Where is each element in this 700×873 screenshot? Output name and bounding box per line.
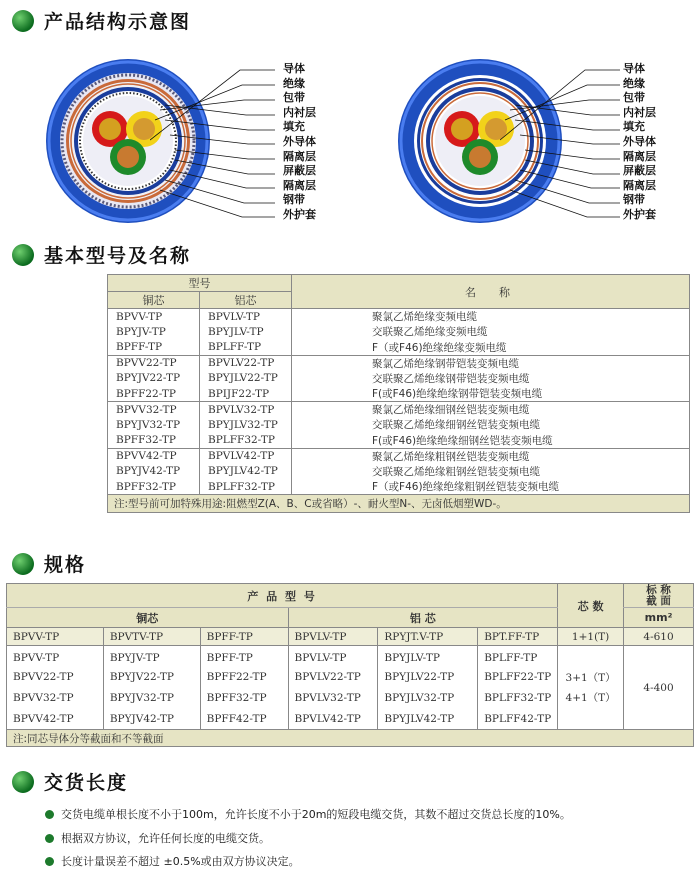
delivery-text: 长度计量误差不超过 ±0.5%或由双方协议决定。	[61, 855, 300, 868]
label: 隔离层	[283, 178, 316, 192]
table-row	[108, 355, 690, 371]
cell: BPYJLV-TP	[378, 646, 478, 667]
label: 内衬层	[623, 105, 656, 119]
section-title: 产品结构示意图	[44, 11, 192, 33]
delivery-text: 根据双方协议，允许任何长度的电缆交货。	[61, 832, 270, 845]
table-row	[108, 340, 690, 356]
cell-cu: BPFF-TP	[108, 340, 200, 356]
cell-cu: BPYJV22-TP	[108, 371, 200, 387]
cell-al: BPYJLV22-TP	[200, 371, 292, 387]
table-note: 注:型号前可加特殊用途:阻燃型Z(A、B、C或省略）-、耐火型N-、无卤低烟塑WD-。	[108, 495, 690, 513]
section-title: 基本型号及名称	[44, 245, 192, 267]
cell-name: 聚氯乙烯绝缘变频电缆	[292, 309, 690, 325]
cell: RPYJT.V-TP	[378, 628, 478, 646]
cell-cu: BPVV22-TP	[108, 355, 200, 371]
cell: BPT.FF-TP	[478, 628, 558, 646]
label: 填充	[283, 120, 305, 134]
table-row	[108, 479, 690, 495]
cell: BPVV-TP	[7, 628, 104, 646]
cell: BPYJV42-TP	[103, 709, 200, 730]
cell-name: 聚氯乙烯绝缘粗钢丝铠装变频电缆	[292, 448, 690, 464]
cell-cu: BPFF32-TP	[108, 433, 200, 449]
cell-al: BPYJLV32-TP	[200, 417, 292, 433]
leader-lines-left	[150, 60, 280, 220]
cell: BPVTV-TP	[103, 628, 200, 646]
cell-name: 交联聚乙烯绝缘粗钢丝铠装变频电缆	[292, 464, 690, 480]
cell-cores	[558, 646, 624, 730]
cell-name: F（或F46)绝缘绝缘变频电缆	[292, 340, 690, 356]
table-row	[108, 371, 690, 387]
header-unit: mm²	[624, 608, 694, 628]
cell: BPLFF42-TP	[478, 709, 558, 730]
cell: BPVLV-TP	[288, 646, 378, 667]
label: 绝缘	[623, 76, 645, 90]
cell-name: F（或F46)绝缘绝缘粗钢丝铠装变频电缆	[292, 479, 690, 495]
label: 导体	[623, 62, 645, 75]
cell-al: BPLFF32-TP	[200, 479, 292, 495]
structure-labels-left	[283, 62, 316, 223]
table-note: 注:同芯导体分等截面和不等截面	[7, 730, 694, 747]
cell-cu: BPYJV32-TP	[108, 417, 200, 433]
header-cores: 芯 数	[558, 584, 624, 628]
cell: BPLFF22-TP	[478, 667, 558, 688]
bullet-icon	[45, 810, 54, 819]
label: 外护套	[283, 207, 316, 221]
cell: BPYJV-TP	[103, 646, 200, 667]
label: 隔离层	[623, 178, 656, 192]
label: 绝缘	[283, 76, 305, 90]
label: 外护套	[623, 207, 656, 221]
header-cu: 铜芯	[7, 608, 289, 628]
cell: BPVV-TP	[7, 646, 104, 667]
header-al: 铝芯	[200, 292, 292, 309]
cell-al: BPVLV-TP	[200, 309, 292, 325]
label: 外导体	[623, 134, 656, 148]
leader-lines-right	[500, 60, 625, 220]
cell: BPFF-TP	[200, 628, 288, 646]
table-row	[108, 324, 690, 340]
delivery-text: 交货电缆单根长度不小于100m，允许长度不小于20m的短段电缆交货，其数不超过交货总长度的10%。	[61, 808, 571, 821]
section-specs-header	[12, 550, 86, 577]
section-title: 规格	[44, 554, 87, 576]
cell: BPFF22-TP	[200, 667, 288, 688]
table-row	[108, 433, 690, 449]
section-bullet-icon	[12, 244, 34, 266]
cell: BPVV22-TP	[13, 671, 74, 683]
cell-section: 4-400	[624, 646, 694, 730]
cell-cu: BPVV42-TP	[108, 448, 200, 464]
label: 钢带	[283, 193, 305, 207]
cell-al: BPYJLV-TP	[200, 324, 292, 340]
cell-section: 4-610	[624, 628, 694, 646]
bullet-icon	[45, 834, 54, 843]
table-row	[108, 386, 690, 402]
label: 隔离层	[623, 149, 656, 163]
cell-name: 聚氯乙烯绝缘钢带铠装变频电缆	[292, 355, 690, 371]
cell: BPYJLV22-TP	[378, 667, 478, 688]
cell-al: BPYJLV42-TP	[200, 464, 292, 480]
cell-name: 聚氯乙烯绝缘细钢丝铠装变频电缆	[292, 402, 690, 418]
delivery-item	[45, 853, 300, 869]
structure-labels-right	[623, 62, 656, 223]
section-bullet-icon	[12, 553, 34, 575]
section-bullet-icon	[12, 771, 34, 793]
spec-table	[6, 583, 694, 747]
cell: BPVLV22-TP	[288, 667, 378, 688]
label: 屏蔽层	[283, 164, 316, 178]
label: 填充	[623, 120, 645, 134]
table-row	[108, 402, 690, 418]
cell-al: BPVLV42-TP	[200, 448, 292, 464]
cell-cu: BPYJV-TP	[108, 324, 200, 340]
section-delivery-header	[12, 768, 128, 795]
cell: BPYJLV42-TP	[378, 709, 478, 730]
header-section-line: 标 称	[646, 583, 671, 596]
cell-cores: 1+1(T)	[558, 628, 624, 646]
cell-cu: BPVV-TP	[108, 309, 200, 325]
header-name: 名 称	[292, 275, 690, 309]
table-row	[108, 309, 690, 325]
cell: BPYJLV32-TP	[378, 688, 478, 709]
delivery-item	[45, 806, 571, 822]
label: 内衬层	[283, 105, 316, 119]
header-section-line: 截 面	[646, 594, 671, 607]
cell: BPYJV22-TP	[103, 667, 200, 688]
cell-name: 交联聚乙烯绝缘变频电缆	[292, 324, 690, 340]
header-cu: 铜芯	[108, 292, 200, 309]
header-model: 产 品 型 号	[7, 584, 558, 608]
cell: BPFF-TP	[200, 646, 288, 667]
table-row	[108, 464, 690, 480]
cell-al: BPLFF32-TP	[200, 433, 292, 449]
cell-name: 交联聚乙烯绝缘钢带铠装变频电缆	[292, 371, 690, 387]
model-table	[107, 274, 690, 513]
table-row	[108, 417, 690, 433]
cell: BPVV42-TP	[13, 712, 74, 725]
cell: BPVV32-TP	[13, 692, 74, 704]
cell: BPLFF32-TP	[478, 688, 558, 709]
header-model: 型号	[108, 275, 292, 292]
section-title: 交货长度	[44, 772, 129, 794]
cell-al: BPIJF22-TP	[200, 386, 292, 402]
cell: BPYJV32-TP	[103, 688, 200, 709]
cell-cu: BPVV32-TP	[108, 402, 200, 418]
cell-al: BPVLV32-TP	[200, 402, 292, 418]
cell: BPFF32-TP	[200, 688, 288, 709]
cell: BPVLV-TP	[288, 628, 378, 646]
cell-cu: BPFF22-TP	[108, 386, 200, 402]
label: 外导体	[283, 134, 316, 148]
section-bullet-icon	[12, 10, 34, 32]
table-row	[7, 646, 694, 667]
label: 钢带	[623, 193, 645, 207]
cell: BPLFF-TP	[478, 646, 558, 667]
cell-cu: BPFF32-TP	[108, 479, 200, 495]
cores-value: 4+1（T）	[565, 691, 616, 704]
cell-cu: BPYJV42-TP	[108, 464, 200, 480]
label: 隔离层	[283, 149, 316, 163]
cell: BPFF42-TP	[200, 709, 288, 730]
header-section	[624, 584, 694, 608]
cell-name: F(或F46)绝缘绝缘钢带铠装变频电缆	[292, 386, 690, 402]
cell-name: 交联聚乙烯绝缘细钢丝铠装变频电缆	[292, 417, 690, 433]
delivery-item	[45, 830, 270, 846]
cell-al: BPLFF-TP	[200, 340, 292, 356]
cell-name: F(或F46)绝缘绝缘细钢丝铠装变频电缆	[292, 433, 690, 449]
bullet-icon	[45, 857, 54, 866]
section-structure-header	[12, 7, 191, 34]
label: 导体	[283, 62, 305, 75]
label: 包带	[623, 91, 645, 105]
cell-al: BPVLV22-TP	[200, 355, 292, 371]
section-models-header	[12, 241, 191, 268]
cell: BPVLV42-TP	[288, 709, 378, 730]
label: 屏蔽层	[623, 164, 656, 178]
table-row	[7, 628, 694, 646]
cell: BPVLV32-TP	[288, 688, 378, 709]
table-row	[108, 448, 690, 464]
header-al: 铝 芯	[288, 608, 558, 628]
cores-value: 3+1（T）	[565, 671, 616, 684]
label: 包带	[283, 91, 305, 105]
